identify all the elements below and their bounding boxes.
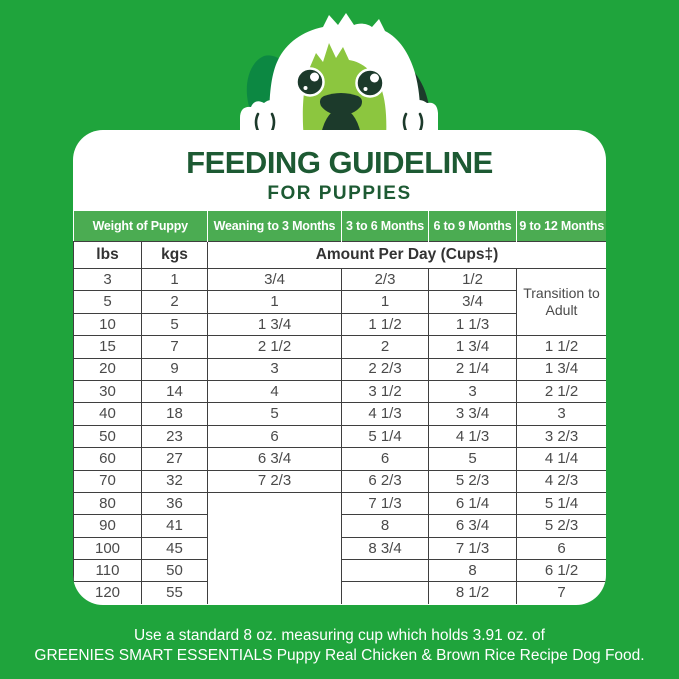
cell-amount: 2 1/4 bbox=[429, 358, 517, 380]
cell-amount bbox=[342, 582, 429, 604]
feeding-table-body bbox=[74, 269, 607, 604]
cell-kgs: 18 bbox=[142, 403, 208, 425]
cell-lbs: 30 bbox=[74, 380, 142, 402]
cell-kgs: 5 bbox=[142, 313, 208, 335]
column-header-weight: Weight of Puppy bbox=[74, 211, 208, 242]
column-header-6to9mo: 6 to 9 Months bbox=[429, 211, 517, 242]
cell-amount: 8 bbox=[342, 515, 429, 537]
cell-amount: 7 bbox=[517, 582, 607, 604]
cell-lbs: 110 bbox=[74, 560, 142, 582]
cell-amount: 6 1/4 bbox=[429, 492, 517, 514]
cell-kgs: 36 bbox=[142, 492, 208, 514]
cell-amount: 6 1/2 bbox=[517, 560, 607, 582]
table-row bbox=[74, 470, 607, 492]
table-row bbox=[74, 269, 607, 291]
cell-lbs: 40 bbox=[74, 403, 142, 425]
table-row bbox=[74, 358, 607, 380]
column-header-weaning-3mo: Weaning to 3 Months bbox=[208, 211, 342, 242]
cell-amount: 8 3/4 bbox=[342, 537, 429, 559]
cell-lbs: 70 bbox=[74, 470, 142, 492]
cell-lbs: 20 bbox=[74, 358, 142, 380]
cell-amount: 4 1/3 bbox=[342, 403, 429, 425]
cell-amount: 8 1/2 bbox=[429, 582, 517, 604]
cell-lbs: 3 bbox=[74, 269, 142, 291]
puppy-right-eye bbox=[357, 70, 384, 97]
cell-lbs: 10 bbox=[74, 313, 142, 335]
cell-amount: 2/3 bbox=[342, 269, 429, 291]
cell-kgs: 2 bbox=[142, 291, 208, 313]
puppy-left-eye bbox=[297, 69, 324, 96]
cell-kgs: 7 bbox=[142, 336, 208, 358]
cell-amount: 6 bbox=[517, 537, 607, 559]
puppy-illustration bbox=[228, 12, 450, 145]
cell-amount: 2 1/2 bbox=[517, 380, 607, 402]
cell-amount: 6 bbox=[208, 425, 342, 447]
cell-amount: 2 2/3 bbox=[342, 358, 429, 380]
cell-amount: 3/4 bbox=[429, 291, 517, 313]
cell-amount: 1 1/2 bbox=[517, 336, 607, 358]
cell-amount: 1 bbox=[342, 291, 429, 313]
cell-kgs: 32 bbox=[142, 470, 208, 492]
cell-kgs: 50 bbox=[142, 560, 208, 582]
column-header-3to6mo: 3 to 6 Months bbox=[342, 211, 429, 242]
feeding-table bbox=[73, 211, 606, 604]
puppy-left-eye-highlight bbox=[310, 73, 319, 82]
cell-amount bbox=[342, 560, 429, 582]
cell-amount: 5 2/3 bbox=[517, 515, 607, 537]
cell-amount: 7 2/3 bbox=[208, 470, 342, 492]
page-title: FEEDING GUIDELINE bbox=[186, 145, 493, 180]
cell-kgs: 14 bbox=[142, 380, 208, 402]
table-row bbox=[74, 403, 607, 425]
cell-amount: 7 1/3 bbox=[429, 537, 517, 559]
cell-amount: 4 1/4 bbox=[517, 448, 607, 470]
cell-amount: 1 3/4 bbox=[429, 336, 517, 358]
cell-amount: 3 2/3 bbox=[517, 425, 607, 447]
table-header-row bbox=[74, 211, 607, 242]
cell-lbs: 120 bbox=[74, 582, 142, 604]
cell-amount: 4 2/3 bbox=[517, 470, 607, 492]
cell-amount: 4 1/3 bbox=[429, 425, 517, 447]
guideline-card bbox=[73, 130, 606, 605]
table-row bbox=[74, 336, 607, 358]
cell-amount: 5 1/4 bbox=[342, 425, 429, 447]
cell-amount: 6 bbox=[342, 448, 429, 470]
cell-amount: 7 1/3 bbox=[342, 492, 429, 514]
cell-amount: 6 3/4 bbox=[429, 515, 517, 537]
subheader-kgs: kgs bbox=[142, 242, 208, 269]
cell-amount bbox=[208, 492, 342, 603]
cell-lbs: 60 bbox=[74, 448, 142, 470]
subheader-amount-per-day: Amount Per Day (Cups‡) bbox=[208, 242, 607, 269]
cell-kgs: 41 bbox=[142, 515, 208, 537]
cell-transition-to-adult: Transition to Adult bbox=[517, 269, 607, 336]
puppy-right-eye-highlight bbox=[370, 74, 379, 83]
cell-lbs: 90 bbox=[74, 515, 142, 537]
cell-amount: 3 bbox=[517, 403, 607, 425]
cell-kgs: 55 bbox=[142, 582, 208, 604]
cell-lbs: 80 bbox=[74, 492, 142, 514]
footer-line-2: GREENIES SMART ESSENTIALS Puppy Real Chicken & Brown Rice Recipe Dog Food. bbox=[34, 647, 645, 665]
cell-kgs: 45 bbox=[142, 537, 208, 559]
cell-amount: 8 bbox=[429, 560, 517, 582]
table-row bbox=[74, 448, 607, 470]
table-row bbox=[74, 380, 607, 402]
cell-amount: 1 bbox=[208, 291, 342, 313]
cell-amount: 5 2/3 bbox=[429, 470, 517, 492]
cell-amount: 1 3/4 bbox=[517, 358, 607, 380]
cell-amount: 2 1/2 bbox=[208, 336, 342, 358]
column-header-9to12mo: 9 to 12 Months bbox=[517, 211, 607, 242]
footer-line-1: Use a standard 8 oz. measuring cup which holds 3.91 oz. of bbox=[134, 627, 545, 644]
cell-amount: 4 bbox=[208, 380, 342, 402]
cell-amount: 6 3/4 bbox=[208, 448, 342, 470]
table-row bbox=[74, 492, 607, 514]
cell-lbs: 5 bbox=[74, 291, 142, 313]
puppy-right-eye-glint bbox=[364, 87, 368, 91]
subheader-lbs: lbs bbox=[74, 242, 142, 269]
cell-amount: 5 1/4 bbox=[517, 492, 607, 514]
cell-kgs: 23 bbox=[142, 425, 208, 447]
cell-kgs: 27 bbox=[142, 448, 208, 470]
puppy-left-eye-glint bbox=[304, 86, 308, 90]
footer-note bbox=[0, 626, 679, 667]
cell-amount: 2 bbox=[342, 336, 429, 358]
cell-amount: 1 1/3 bbox=[429, 313, 517, 335]
cell-amount: 1/2 bbox=[429, 269, 517, 291]
table-row bbox=[74, 425, 607, 447]
cell-kgs: 1 bbox=[142, 269, 208, 291]
cell-amount: 6 2/3 bbox=[342, 470, 429, 492]
cell-kgs: 9 bbox=[142, 358, 208, 380]
cell-amount: 5 bbox=[208, 403, 342, 425]
cell-amount: 1 1/2 bbox=[342, 313, 429, 335]
cell-lbs: 100 bbox=[74, 537, 142, 559]
cell-amount: 3 bbox=[429, 380, 517, 402]
cell-lbs: 50 bbox=[74, 425, 142, 447]
cell-amount: 5 bbox=[429, 448, 517, 470]
cell-amount: 3 1/2 bbox=[342, 380, 429, 402]
cell-amount: 1 3/4 bbox=[208, 313, 342, 335]
cell-amount: 3 3/4 bbox=[429, 403, 517, 425]
cell-amount: 3 bbox=[208, 358, 342, 380]
table-subheader-row bbox=[74, 242, 607, 269]
cell-lbs: 15 bbox=[74, 336, 142, 358]
cell-amount: 3/4 bbox=[208, 269, 342, 291]
page-subtitle: FOR PUPPIES bbox=[267, 183, 412, 204]
